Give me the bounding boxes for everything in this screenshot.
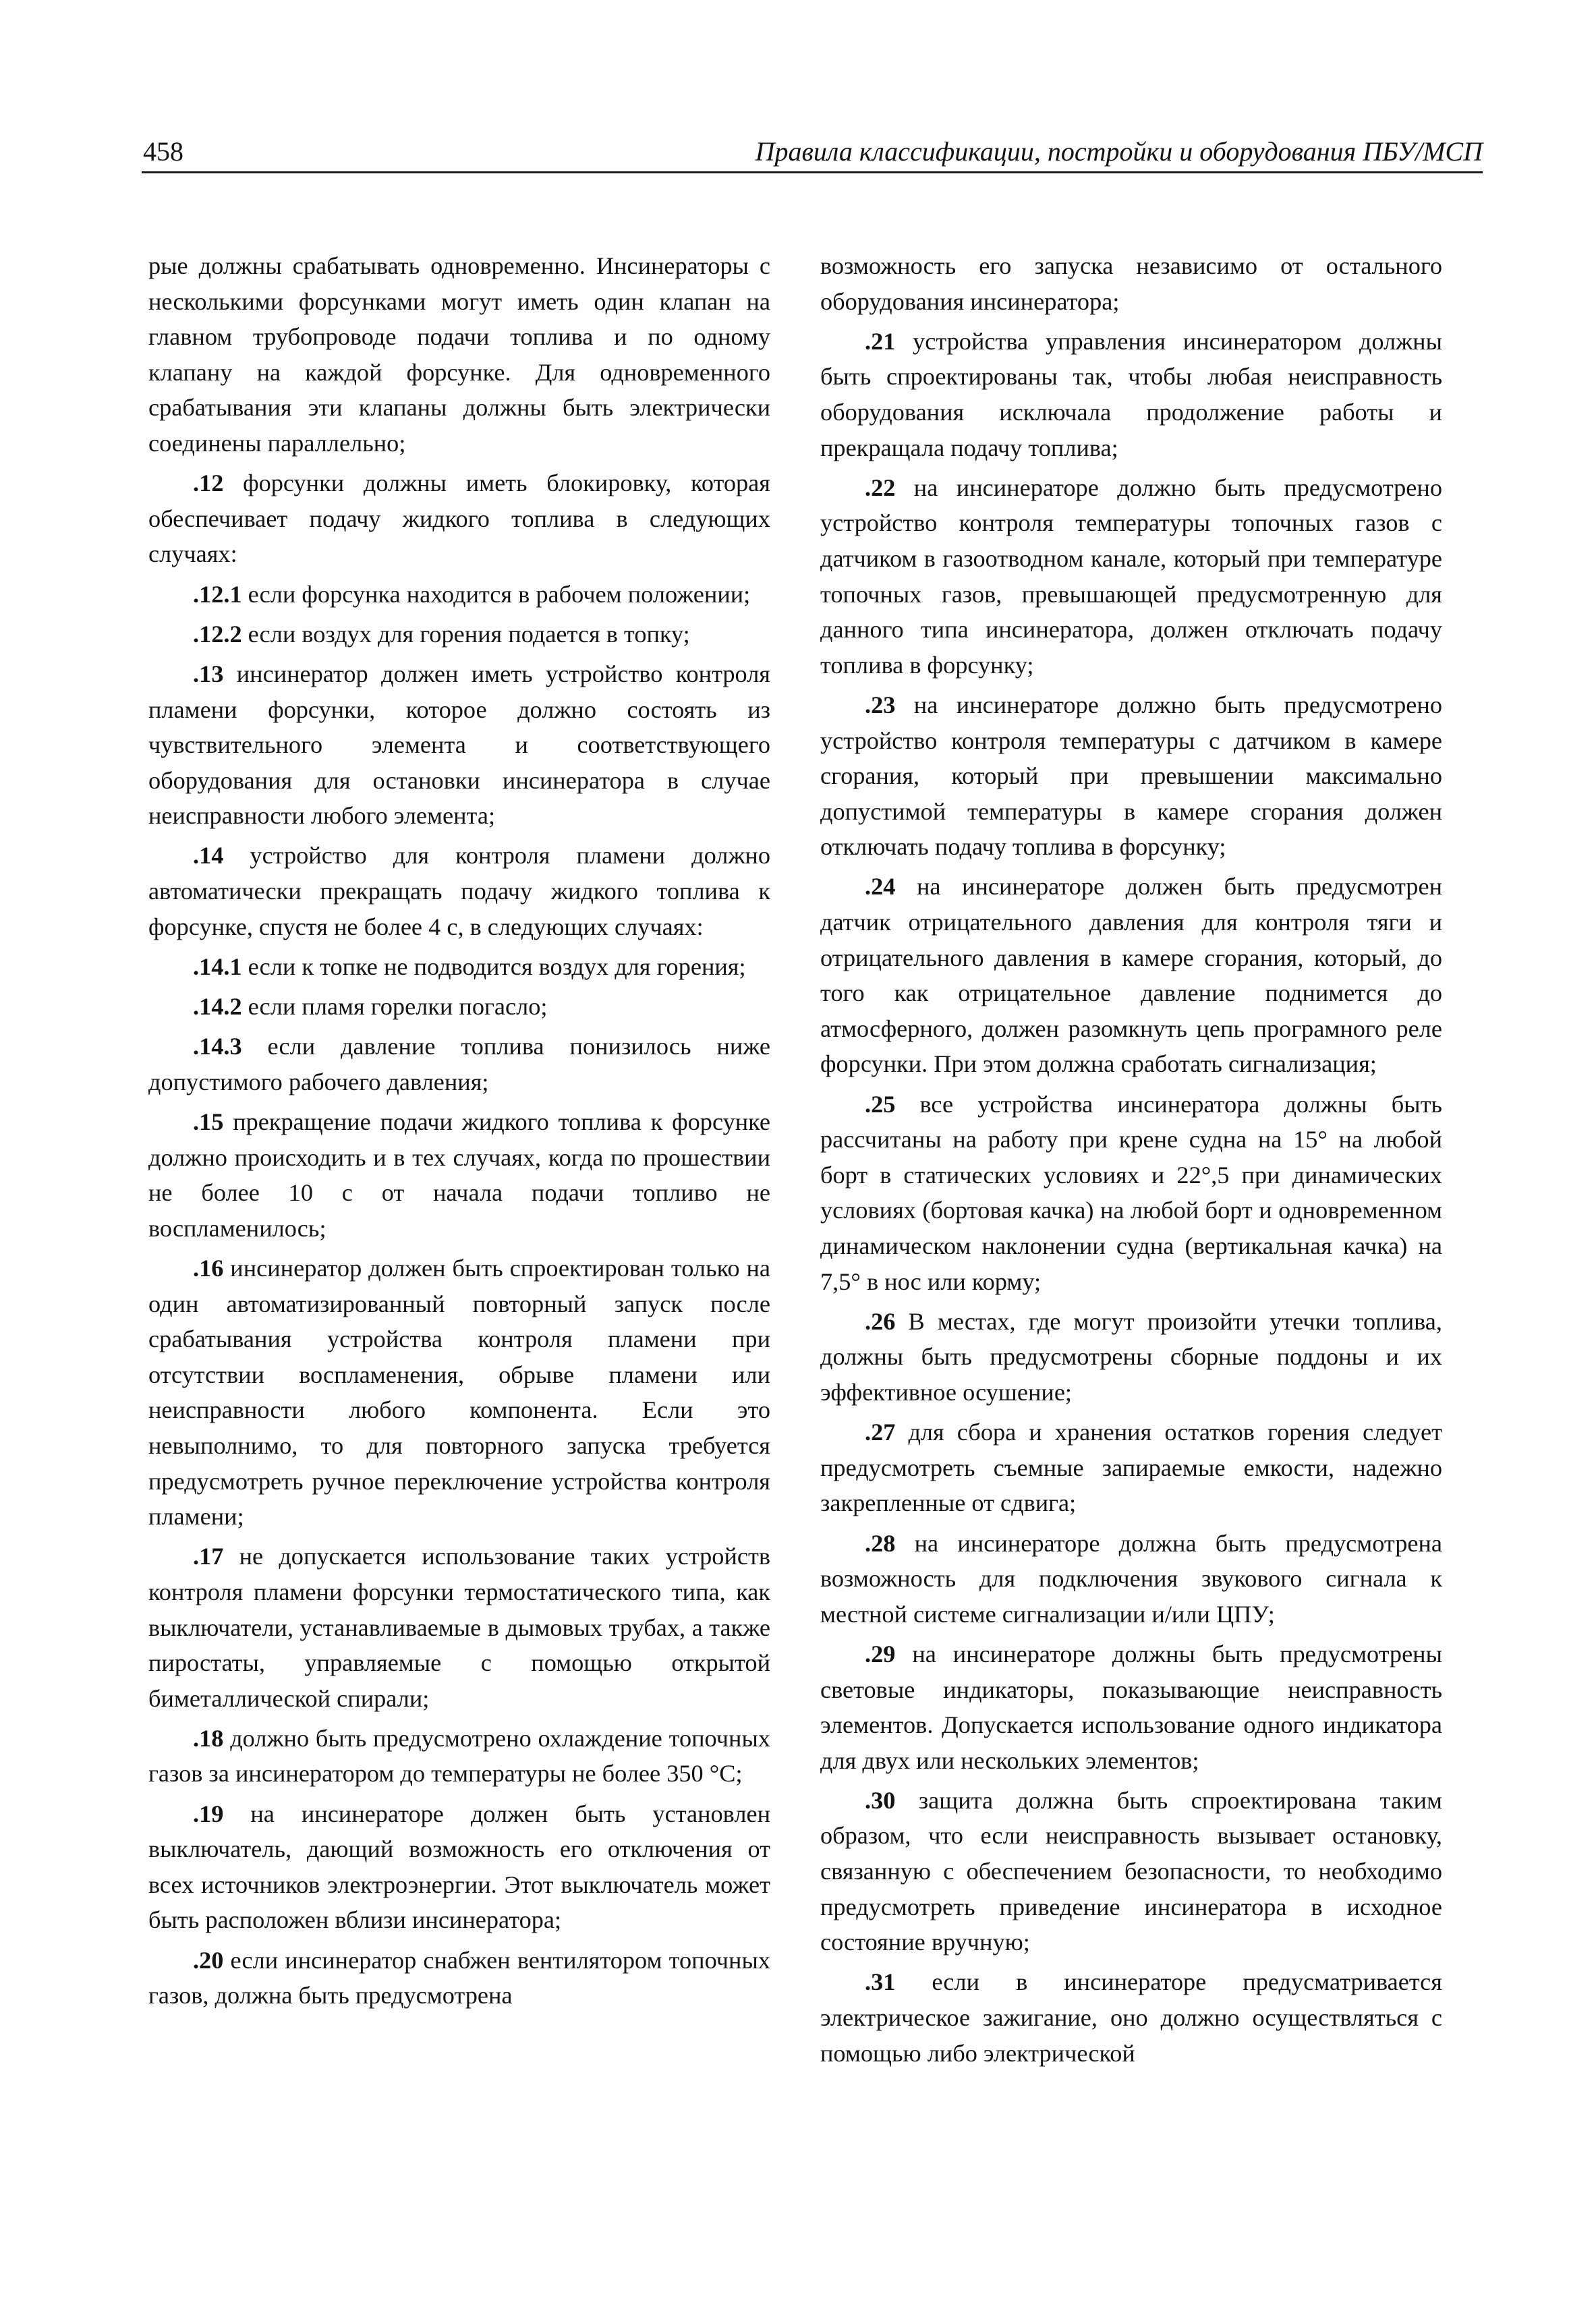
paragraph xyxy=(148,656,770,834)
clause-number: .31 xyxy=(865,1968,896,1996)
paragraph xyxy=(148,989,770,1025)
clause-number: .22 xyxy=(865,474,896,501)
clause-text: инсинератор должен иметь устройство контроля пламени форсунки, которое должно состоять из чувствительного элемента и соответствующего оборудования для остановки инсинератора в случае неисправности любого элемента; xyxy=(148,660,770,830)
clause-text: форсунки должны иметь блокировку, которая обеспечивает подачу жидкого топлива в следующих случаях: xyxy=(148,469,770,568)
paragraph xyxy=(820,248,1442,319)
clause-text: для сбора и хранения остатков горения следует предусмотреть съемные запираемые емкости, надежно закрепленные от сдвига; xyxy=(820,1419,1442,1517)
clause-number: .19 xyxy=(193,1800,224,1827)
clause-text: если пламя горелки погасло; xyxy=(241,993,548,1021)
clause-number: .26 xyxy=(865,1307,896,1335)
page-header xyxy=(142,132,1483,173)
paragraph xyxy=(820,1304,1442,1410)
paragraph xyxy=(148,248,770,461)
paragraph xyxy=(820,1783,1442,1960)
paragraph xyxy=(820,470,1442,683)
paragraph xyxy=(820,869,1442,1082)
clause-text: если воздух для горения подается в топку; xyxy=(241,620,690,648)
clause-text: В местах, где могут произойти утечки топлива, должны быть предусмотрены сборные поддоны и их эффективное осушение; xyxy=(820,1307,1442,1406)
clause-number: .12.2 xyxy=(193,620,242,648)
clause-number: .14.2 xyxy=(193,993,242,1021)
clause-number: .14 xyxy=(193,842,224,869)
paragraph xyxy=(148,1104,770,1246)
clause-number: .12 xyxy=(193,469,224,497)
paragraph xyxy=(148,1251,770,1535)
clause-number: .13 xyxy=(193,660,224,687)
clause-text: если в инсинераторе предусматривается электрическое зажигание, оно должно осуществляться с помощью либо электрической xyxy=(820,1968,1442,2067)
clause-number: .28 xyxy=(865,1529,896,1557)
clause-text: если инсинератор снабжен вентилятором топочных газов, должна быть предусмотрена xyxy=(148,1946,770,2009)
paragraph xyxy=(820,1415,1442,1521)
paragraph xyxy=(148,1943,770,2014)
clause-text: прекращение подачи жидкого топлива к форсунке должно происходить и в тех случаях, когда по прошествии не более 10 с от начала подачи топливо не воспламенилось; xyxy=(148,1108,770,1242)
clause-text: на инсинераторе должен быть установлен выключатель, дающий возможность его отключения от всех источников электроэнергии. Этот выключатель может быть расположен вблизи инсинератора; xyxy=(148,1800,770,1934)
clause-text: на инсинераторе должны быть предусмотрены световые индикаторы, показывающие неисправность элементов. Допускается использование одного индикатора для двух или нескольких элементов; xyxy=(820,1640,1442,1774)
paragraph xyxy=(820,324,1442,465)
clause-number: .21 xyxy=(865,327,896,355)
left-text-column xyxy=(148,248,770,2018)
paragraph xyxy=(148,949,770,985)
clause-number: .17 xyxy=(193,1543,224,1570)
paragraph xyxy=(820,1964,1442,2071)
paragraph xyxy=(820,687,1442,865)
clause-text: защита должна быть спроектирована таким образом, что если неисправность вызывает остановку, связанную с обеспечением безопасности, то необходимо предусмотреть приведение инсинератора в исходное состояние вручную; xyxy=(820,1786,1442,1956)
right-text-column xyxy=(820,248,1442,2076)
clause-text: устройство для контроля пламени должно автоматически прекращать подачу жидкого топлива к форсунке, спустя не более 4 с, в следующих случаях: xyxy=(148,842,770,940)
clause-number: .16 xyxy=(193,1254,224,1282)
paragraph xyxy=(148,1029,770,1100)
clause-text: на инсинераторе должен быть предусмотрен датчик отрицательного давления для контроля тяги и отрицательного давления в камере сгорания, который, до того как отрицательное давление поднимется до атмосферного, должен разомкнуть цепь програмного реле форсунки. При этом должна сработать сигнализация; xyxy=(820,873,1442,1078)
paragraph xyxy=(148,838,770,944)
paragraph xyxy=(820,1636,1442,1778)
clause-text: на инсинераторе должно быть предусмотрено устройство контроля температуры топочных газов с датчиком в газоотводном канале, который при температуре топочных газов, превышающей предусмотренную для данного типа инсинератора, должен отключать подачу топлива в форсунку; xyxy=(820,474,1442,679)
clause-text: возможность его запуска независимо от остального оборудования инсинератора; xyxy=(820,252,1442,315)
clause-number: .27 xyxy=(865,1419,896,1446)
paragraph xyxy=(820,1087,1442,1300)
paragraph xyxy=(820,1526,1442,1632)
clause-number: .29 xyxy=(865,1640,896,1667)
running-title: Правила классификации, постройки и оборудования ПБУ/МСП xyxy=(755,136,1483,167)
clause-text: если давление топлива понизилось ниже допустимого рабочего давления; xyxy=(148,1033,770,1095)
clause-text: на инсинераторе должно быть предусмотрено устройство контроля температуры с датчиком в камере сгорания, который при превышении максимально допустимой температуры в камере сгорания должен отключать подачу топлива в форсунку; xyxy=(820,691,1442,861)
clause-number: .15 xyxy=(193,1108,224,1135)
clause-number: .23 xyxy=(865,691,896,718)
clause-text: на инсинераторе должна быть предусмотрена возможность для подключения звукового сигнала к местной системе сигнализации и/или ЦПУ; xyxy=(820,1529,1442,1628)
page-number: 458 xyxy=(143,136,183,167)
clause-number: .14.1 xyxy=(193,952,242,980)
paragraph xyxy=(148,1721,770,1792)
clause-number: .24 xyxy=(865,873,896,901)
clause-number: .25 xyxy=(865,1090,896,1118)
paragraph xyxy=(148,617,770,652)
clause-text: не допускается использование таких устройств контроля пламени форсунки термостатического типа, как выключатели, устанавливаемые в дымовых трубах, а также пиростаты, управляемые с помощью открытой биметаллической спирали; xyxy=(148,1543,770,1712)
clause-text: рые должны срабатывать одновременно. Инсинераторы с несколькими форсунками могут иметь один клапан на главном трубопроводе подачи топлива и по одному клапану на каждой форсунке. Для одновременного срабатывания эти клапаны должны быть электрически соединены параллельно; xyxy=(148,252,770,457)
paragraph xyxy=(148,465,770,572)
clause-text: должно быть предусмотрено охлаждение топочных газов за инсинератором до температуры не более 350 °С; xyxy=(148,1724,770,1788)
paragraph xyxy=(148,1539,770,1716)
paragraph xyxy=(148,1796,770,1938)
paragraph xyxy=(148,577,770,612)
clause-number: .18 xyxy=(193,1724,224,1752)
clause-number: .30 xyxy=(865,1786,896,1814)
clause-text: если форсунка находится в рабочем положении; xyxy=(241,580,751,608)
clause-text: инсинератор должен быть спроектирован только на один автоматизированный повторный запуск после срабатывания устройства контроля пламени при отсутствии воспламенения, обрыве пламени или неисправности любого компонента. Если это невыполнимо, то для повторного запуска требуется предусмотреть ручное переключение устройства контроля пламени; xyxy=(148,1254,770,1531)
clause-text: все устройства инсинератора должны быть рассчитаны на работу при крене судна на 15° на любой борт в статических условиях и 22°,5 при динамических условиях (бортовая качка) на любой борт и одновременном динамическом наклонении судна (вертикальная качка) на 7,5° в нос или корму; xyxy=(820,1090,1442,1295)
clause-number: .12.1 xyxy=(193,580,242,608)
clause-text: если к топке не подводится воздух для горения; xyxy=(241,952,746,980)
clause-number: .14.3 xyxy=(193,1033,242,1060)
clause-number: .20 xyxy=(193,1946,224,1974)
clause-text: устройства управления инсинератором должны быть спроектированы так, чтобы любая неисправность оборудования исключала продолжение работы и прекращала подачу топлива; xyxy=(820,327,1442,461)
